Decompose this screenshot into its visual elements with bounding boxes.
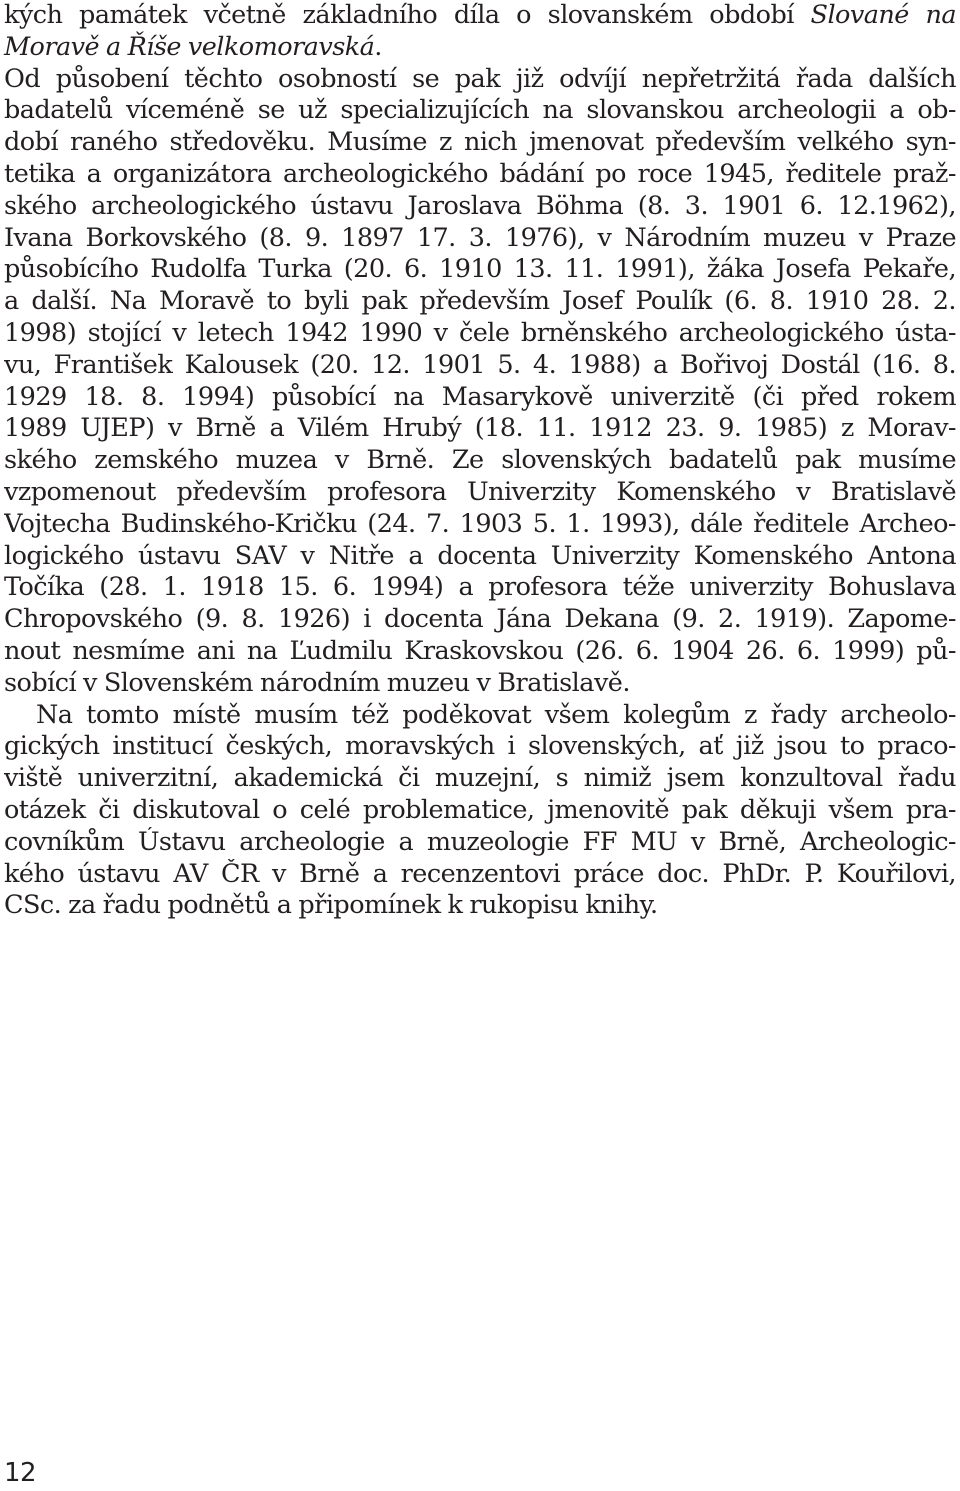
text-line: kého ústavu AV ČR v Brně a recenzentovi práce doc. PhDr. P. Kouřilovi, (4, 858, 956, 889)
page-number: 12 (4, 1458, 37, 1488)
text-line: ského zemského muzea v Brně. Ze slovenských badatelů pak musíme (4, 445, 956, 476)
text-line: Točíka (28. 1. 1918 15. 6. 1994) a profesora téže univerzity Bohuslava (4, 572, 956, 603)
text-line: badatelů víceméně se už specializujících na slovanskou archeologii a ob- (4, 95, 956, 126)
text-line: působícího Rudolfa Turka (20. 6. 1910 13. 11. 1991), žáka Josefa Pekaře, (4, 254, 956, 285)
text-line: dobí raného středověku. Musíme z nich jmenovat především velkého syn- (4, 127, 956, 158)
text-line: Od působení těchto osobností se pak již odvíjí nepřetržitá řada dalších (4, 63, 956, 94)
text-line: Vojtecha Budinského-Kričku (24. 7. 1903 5. 1. 1993), dále ředitele Archeo- (4, 508, 956, 539)
text-line: logického ústavu SAV v Nitře a docenta Univerzity Komenského Antona (4, 540, 956, 571)
text-line: Na tomto místě musím též poděkovat všem kolegům z řady archeolo- (36, 699, 956, 730)
text-line: 1929 18. 8. 1994) působící na Masarykově univerzitě (či před rokem (4, 381, 956, 412)
text-line: tetika a organizátora archeologického bádání po roce 1945, ředitele praž- (4, 158, 956, 189)
text-line: gických institucí českých, moravských i slovenských, ať již jsou to praco- (4, 731, 956, 762)
text-line: 1989 UJEP) v Brně a Vilém Hrubý (18. 11. 1912 23. 9. 1985) z Morav- (4, 413, 956, 444)
text-line: sobící v Slovenském národním muzeu v Bratislavě. (4, 667, 630, 698)
text-line: Chropovského (9. 8. 1926) i docenta Jána Dekana (9. 2. 1919). Zapome- (4, 604, 956, 635)
text-line: CSc. za řadu podnětů a připomínek k rukopisu knihy. (4, 890, 658, 921)
text-line: ského archeologického ústavu Jaroslava Böhma (8. 3. 1901 6. 12.1962), (4, 190, 956, 221)
text-line: 1998) stojící v letech 1942 1990 v čele brněnského archeologického ústa- (4, 317, 956, 348)
text-line: kých památek včetně základního díla o slovanském období Slované na (4, 0, 956, 30)
text-line: vzpomenout především profesora Univerzity Komenského v Bratislavě (4, 476, 956, 507)
text-line: vu, František Kalousek (20. 12. 1901 5. 4. 1988) a Bořivoj Dostál (16. 8. (4, 349, 956, 380)
text-line: viště univerzitní, akademická či muzejní, s nimiž jsem konzultoval řadu (4, 763, 956, 794)
text-line: nout nesmíme ani na Ľudmilu Kraskovskou (26. 6. 1904 26. 6. 1999) pů- (4, 635, 956, 666)
book-page-text (4, 0, 956, 922)
text-line: a další. Na Moravě to byli pak především Josef Poulík (6. 8. 1910 28. 2. (4, 286, 956, 317)
text-line: Ivana Borkovského (8. 9. 1897 17. 3. 1976), v Národním muzeu v Praze (4, 222, 956, 253)
text-line: Moravě a Říše velkomoravská. (4, 31, 382, 62)
text-line: otázek či diskutoval o celé problematice, jmenovitě pak děkuji všem pra- (4, 794, 956, 825)
text-line: covníkům Ústavu archeologie a muzeologie FF MU v Brně, Archeologic- (4, 826, 956, 857)
